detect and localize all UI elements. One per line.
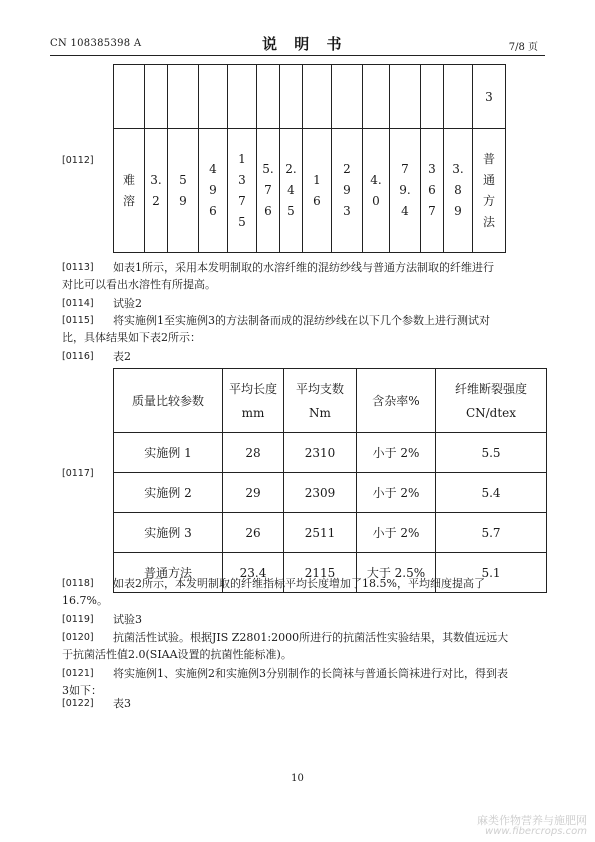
paragraph-line: 对比可以看出水溶性有所提高。 (62, 278, 216, 291)
paragraph-number: [0116] (62, 351, 94, 362)
paragraph-line: 如表1所示，采用本发明制取的水溶纤维的混纺纱线与普通方法制取的纤维进行 (113, 261, 494, 274)
paragraph-line: 抗菌活性试验。根据JIS Z2801:2000所进行的抗菌活性实验结果，其数值远远大 (113, 631, 509, 644)
paragraph-number: [0120] (62, 632, 94, 643)
paragraph-number: [0114] (62, 298, 94, 309)
table-cell: 3 (473, 65, 506, 129)
paragraph-number: [0119] (62, 614, 94, 625)
page-number: 10 (291, 773, 304, 784)
table-cell: 23.4 (223, 553, 284, 593)
table-cell (332, 129, 363, 253)
paragraph-line: 表2 (113, 350, 131, 363)
table-row (114, 473, 547, 513)
cell-value: 59 (179, 172, 187, 208)
table-cell: 大于 2.5% (357, 553, 436, 593)
table-cell: 小于 2% (357, 473, 436, 513)
table-cell: 2511 (284, 513, 357, 553)
table-cell (199, 129, 228, 253)
table-cell (421, 129, 444, 253)
table-row (114, 433, 547, 473)
table-cell: 5.7 (436, 513, 547, 553)
table-cell (145, 129, 168, 253)
header-cell: 含杂率% (357, 369, 436, 433)
cell-value: 难溶 (123, 172, 136, 208)
table-row (114, 129, 506, 253)
paragraph-line: 3如下： (62, 684, 102, 697)
cell-value: 5.76 (262, 162, 274, 218)
watermark-text: 麻类作物营养与施肥网 (477, 814, 587, 827)
cell-value: 367 (428, 162, 436, 218)
table-row (114, 513, 547, 553)
cell-value: 4.0 (370, 172, 382, 208)
cell-value: 496 (209, 162, 217, 218)
cell-value: 16 (313, 172, 321, 208)
paragraph-line: 试验2 (113, 297, 142, 310)
paragraph-line: 试验3 (113, 613, 142, 626)
cell-value: 3.89 (452, 162, 464, 218)
table-cell (228, 129, 257, 253)
table-cell: 2115 (284, 553, 357, 593)
table-cell (363, 129, 390, 253)
table-1 (113, 64, 506, 253)
page-indicator: 7/8 页 (508, 42, 538, 53)
table-cell: 26 (223, 513, 284, 553)
table-cell: 5.5 (436, 433, 547, 473)
table-cell: 5.4 (436, 473, 547, 513)
table-cell: 小于 2% (357, 433, 436, 473)
cell-value: 普通方法 (483, 151, 496, 229)
table-cell (168, 129, 199, 253)
paragraph-number: [0118] (62, 578, 94, 589)
table-cell: 5.1 (436, 553, 547, 593)
table-cell: 2310 (284, 433, 357, 473)
table-cell (280, 129, 303, 253)
paragraph-line: 表3 (113, 697, 131, 710)
paragraph-number: [0112] (62, 155, 94, 166)
table-cell (390, 129, 421, 253)
cell-value: 3.2 (150, 172, 162, 208)
paragraph-line: 将实施例1、实施例2和实施例3分别制作的长筒袜与普通长筒袜进行对比，得到表 (113, 667, 508, 680)
paragraph-line: 比，具体结果如下表2所示： (62, 331, 201, 344)
paragraph-line: 如表2所示，本发明制取的纤维指标平均长度增加了18.5%，平均细度提高了 (113, 577, 485, 590)
watermark-url: www.fibercrops.com (485, 826, 587, 837)
table-cell (114, 129, 145, 253)
table-cell: 2309 (284, 473, 357, 513)
table-row (114, 65, 506, 129)
table-cell: 29 (223, 473, 284, 513)
cell-value: 1375 (238, 151, 246, 229)
header-rule (50, 55, 545, 56)
table-cell (303, 129, 332, 253)
cell-value: 293 (343, 162, 351, 218)
table-2 (113, 368, 547, 593)
header-cell: 平均长度 mm (223, 369, 284, 433)
header-cell: 质量比较参数 (114, 369, 223, 433)
cell-value: 2.45 (285, 162, 297, 218)
table-cell: 实施例 1 (114, 433, 223, 473)
paragraph-number: [0113] (62, 262, 94, 273)
table-cell (257, 129, 280, 253)
paragraph-number: [0115] (62, 315, 94, 326)
table-header-row (114, 369, 547, 433)
table-cell: 实施例 2 (114, 473, 223, 513)
header-cell: 平均支数 Nm (284, 369, 357, 433)
paragraph-line: 于抗菌活性值2.0(SIAA设置的抗菌性能标准)。 (62, 648, 292, 661)
table-cell (473, 129, 506, 253)
paragraph-number: [0117] (62, 468, 94, 479)
paragraph-line: 将实施例1至实施例3的方法制备而成的混纺纱线在以下几个参数上进行测试对 (113, 314, 490, 327)
table-cell (444, 129, 473, 253)
table-cell: 28 (223, 433, 284, 473)
publication-number: CN 108385398 A (50, 38, 142, 49)
header-cell: 纤维断裂强度 CN/dtex (436, 369, 547, 433)
paragraph-number: [0122] (62, 698, 94, 709)
document-title: 说 明 书 (262, 35, 348, 53)
cell-value: 79.4 (399, 162, 411, 218)
paragraph-number: [0121] (62, 668, 94, 679)
paragraph-line: 16.7%。 (62, 594, 108, 607)
table-cell: 小于 2% (357, 513, 436, 553)
table-cell: 普通方法 (114, 553, 223, 593)
table-cell: 实施例 3 (114, 513, 223, 553)
